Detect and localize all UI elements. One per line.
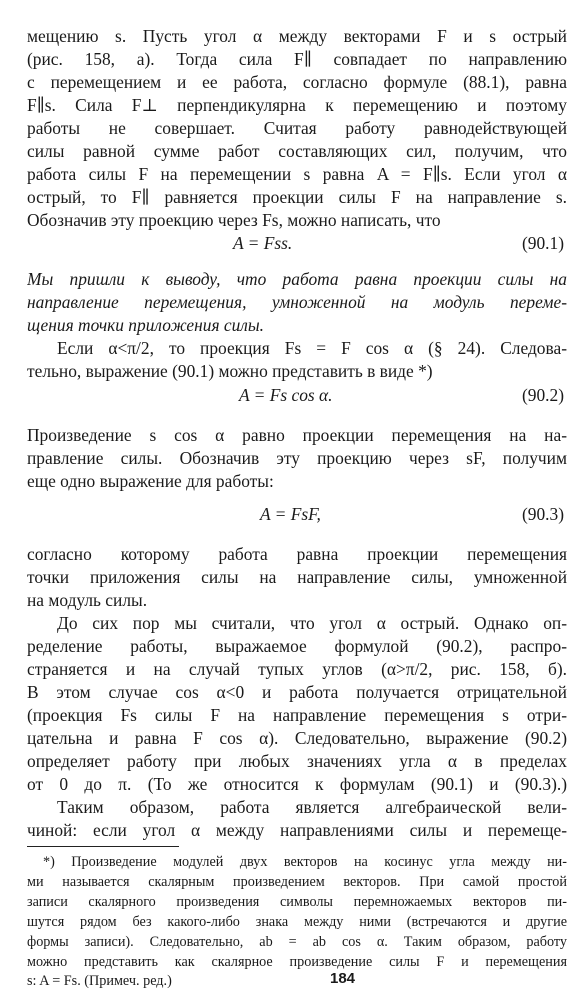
body-line: ределение работы, выражаемое формулой (90.2), распро- [27, 636, 567, 656]
footnote-line: формы записи). Следовательно, ab = ab cos α. Таким образом, работу [27, 934, 567, 950]
body-line: Таким образом, работа является алгебраической вели- [57, 797, 567, 817]
footnote-line: записи скалярного произведения символы перемножаемых векторов пи- [27, 894, 567, 910]
body-line: (рис. 158, а). Тогда сила F∥ совпадает по направлению [27, 49, 567, 69]
body-line: острый, то F∥ равняется проекции силы F на направление s. [27, 187, 567, 207]
equation-number: (90.1) [521, 233, 564, 253]
body-line: еще одно выражение для работы: [27, 471, 274, 491]
body-line: Произведение s cos α равно проекции перемещения на на- [27, 425, 567, 445]
body-line: силы равной сумме работ составляющих сил, получим, что [27, 141, 567, 161]
equation-number: (90.2) [521, 385, 564, 405]
equation-number: (90.3) [521, 504, 564, 524]
equation-formula: A = Fss. [233, 233, 293, 253]
body-line: (проекция Fs силы F на направление перемещения s отри- [27, 705, 567, 725]
body-line: правление силы. Обозначив эту проекцию через sF, получим [27, 448, 567, 468]
body-line: тельно, выражение (90.1) можно представить в виде *) [27, 361, 433, 381]
body-line: До сих пор мы считали, что угол α острый. Однако оп- [57, 613, 567, 633]
footnote-line: шутся рядом без какого-либо знака между ними (встречаются и другие [27, 914, 567, 930]
body-line: Если α<π/2, то проекция Fs = F cos α (§ 24). Следова- [57, 338, 567, 358]
equation-90-1 [27, 232, 567, 255]
body-line: определяет работу при любых значениях угла α в пределах [27, 751, 567, 771]
equation-formula: A = Fs cos α. [239, 385, 333, 405]
footnote-line: *) Произведение модулей двух векторов на косинус угла между ни- [43, 854, 567, 870]
footnote-line: можно представить как скалярное произведение силы F и перемещения [27, 954, 567, 970]
body-line: Обозначив эту проекцию через Fs, можно написать, что [27, 210, 441, 230]
footnote-line: ми называется скалярным произведением векторов. При самой простой [27, 874, 567, 890]
body-line: В этом случае cos α<0 и работа получается отрицательной [27, 682, 567, 702]
body-line: работа силы F на перемещении s равна A = F∥s. Если угол α [27, 164, 567, 184]
italic-conclusion-line: Мы пришли к выводу, что работа равна проекции силы на [27, 269, 567, 289]
body-line: мещению s. Пусть угол α между векторами F и s острый [27, 26, 567, 46]
body-line: страняется и на случай тупых углов (α>π/2, рис. 158, б). [27, 659, 567, 679]
body-line: чиной: если угол α между направлениями силы и перемеще- [27, 820, 567, 840]
body-line: согласно которому работа равна проекции перемещения [27, 544, 567, 564]
body-line: F∥s. Сила F⊥ перпендикулярна к перемещению и поэтому [27, 95, 567, 115]
body-line: с перемещением и ее работа, согласно формуле (88.1), равна [27, 72, 567, 92]
italic-conclusion-line: щения точки приложения силы. [27, 315, 264, 335]
body-line: на модуль силы. [27, 590, 148, 610]
footnote-line: s: A = Fs. (Примеч. ред.) [27, 973, 172, 989]
body-line: точки приложения силы на направление силы, умноженной [27, 567, 567, 587]
equation-90-3 [27, 503, 567, 526]
body-line: работы не совершает. Считая работу равнодействующей [27, 118, 567, 138]
equation-formula: A = FsF, [260, 504, 321, 524]
equation-90-2 [27, 384, 567, 407]
body-line: цательна и равна F cos α). Следовательно, выражение (90.2) [27, 728, 567, 748]
footnote-separator [27, 846, 179, 847]
page-number: 184 [330, 970, 356, 987]
italic-conclusion-line: направление перемещения, умноженной на модуль переме- [27, 292, 567, 312]
body-line: от 0 до π. (То же относится к формулам (90.1) и (90.3).) [27, 774, 567, 794]
